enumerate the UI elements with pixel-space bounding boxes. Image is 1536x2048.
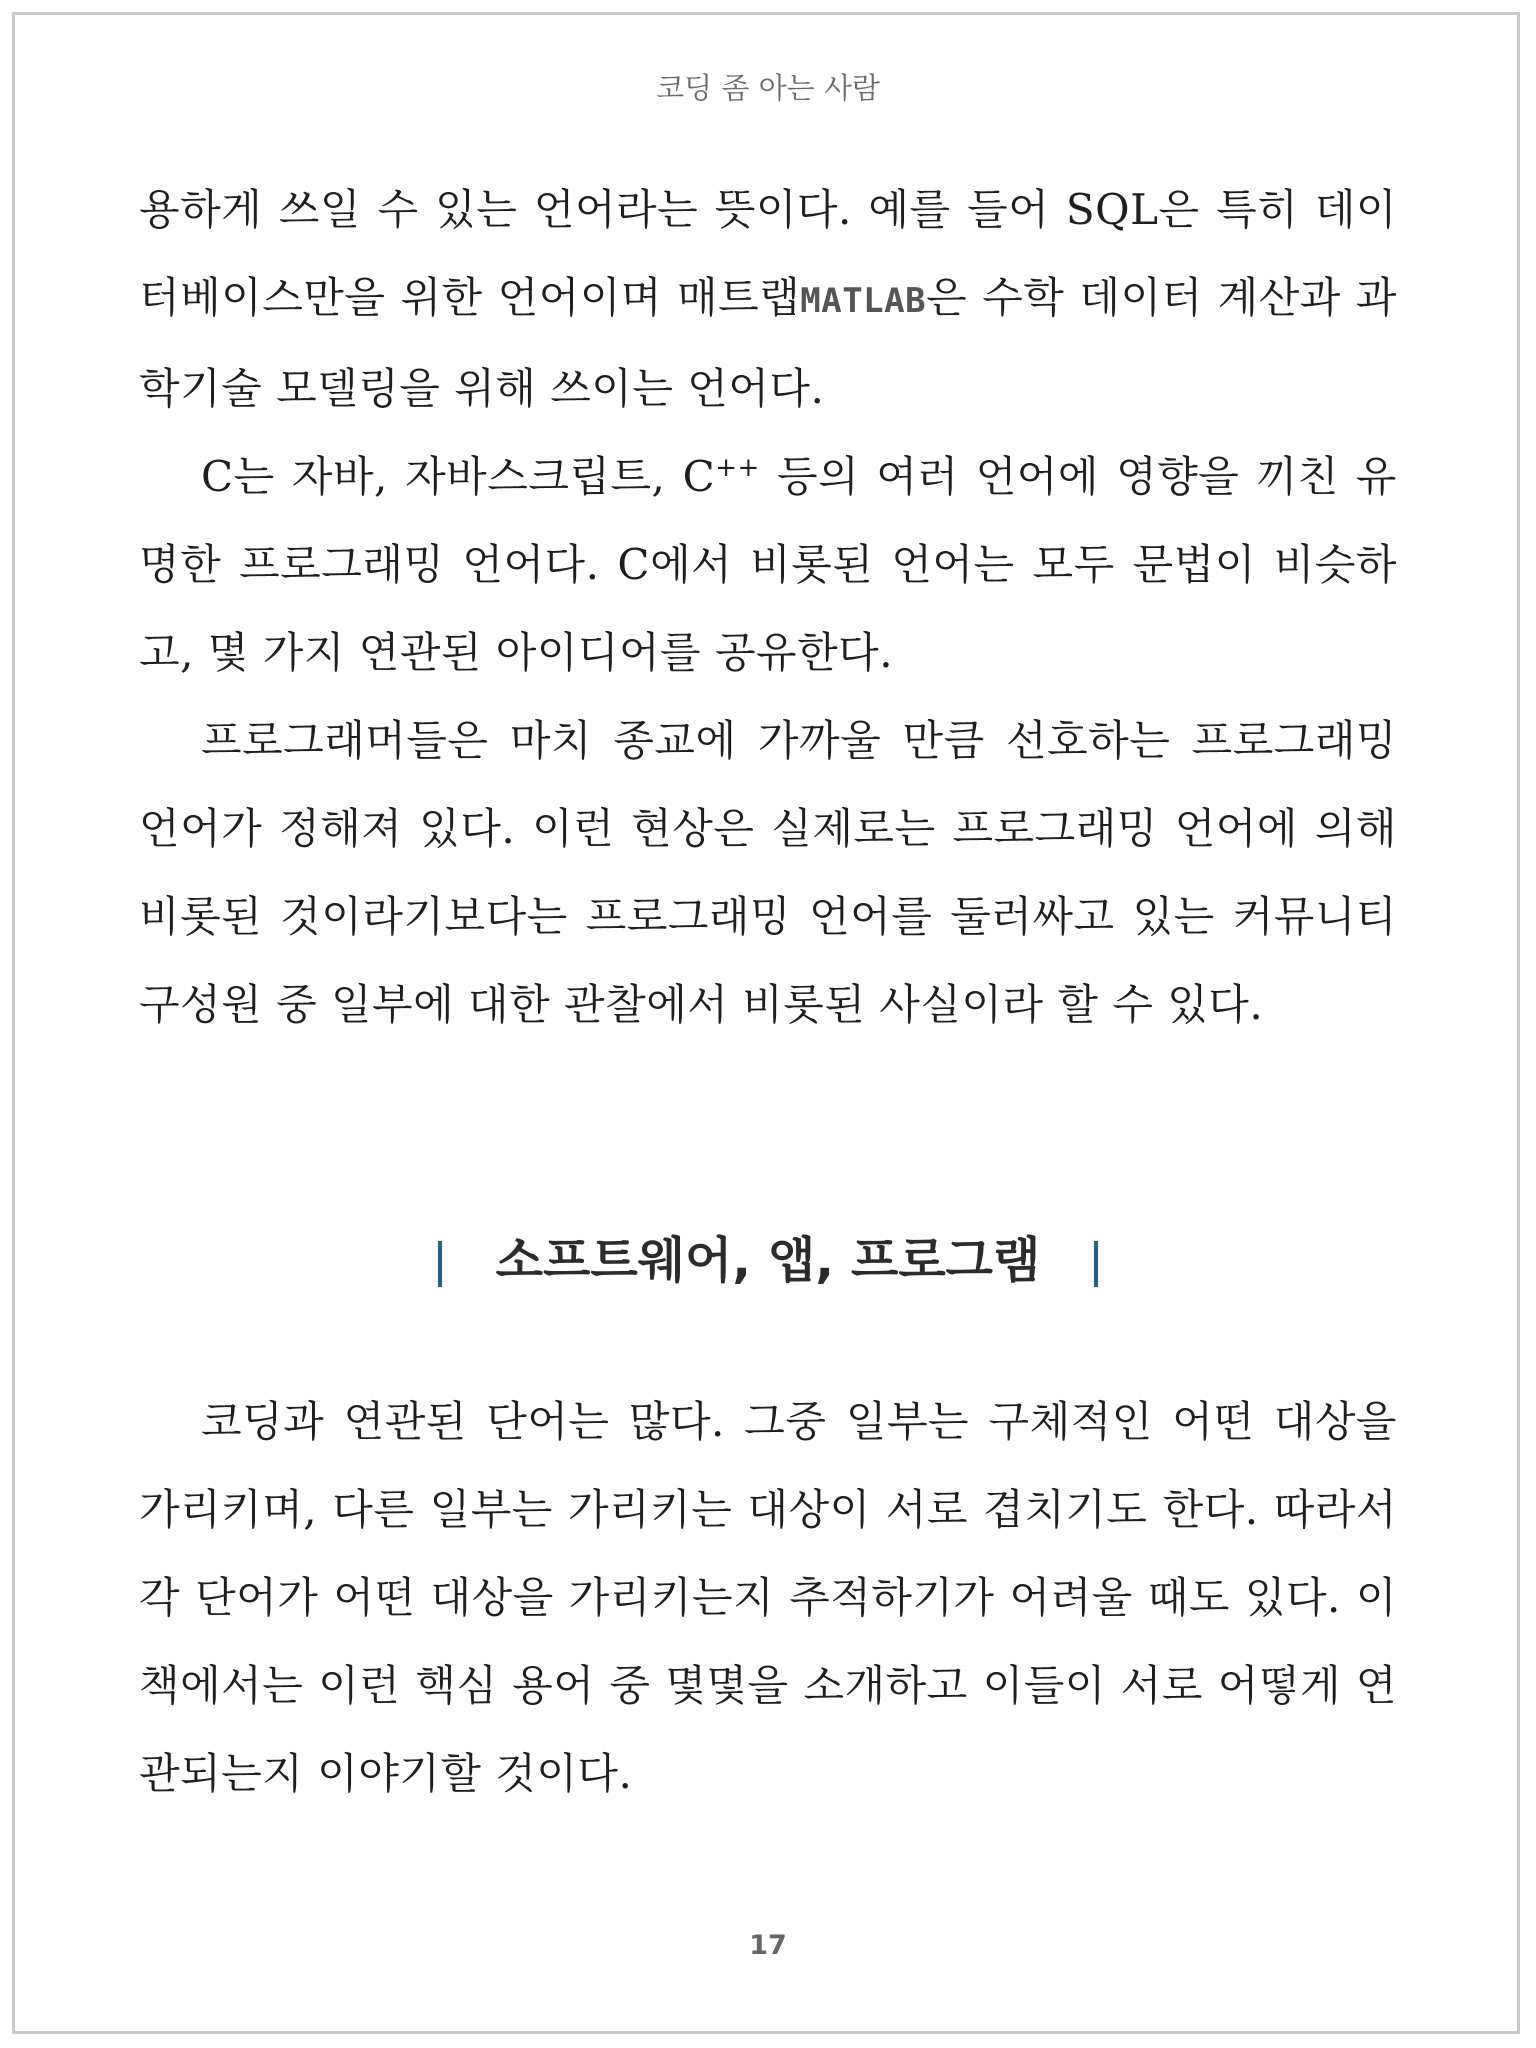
running-header: 코딩 좀 아는 사람 bbox=[656, 71, 880, 105]
text-fragment: 은 수학 데이터 계산과 과 bbox=[926, 273, 1398, 322]
text-line: 학기술 모델링을 위해 쓰이는 언어다. bbox=[139, 364, 825, 413]
paragraph-1 bbox=[139, 166, 1397, 433]
paragraph-2 bbox=[139, 433, 1397, 697]
text-line: 구성원 중 일부에 대한 관찰에서 비롯된 사실이라 할 수 있다. bbox=[139, 980, 1264, 1029]
text-line: 프로그래머들은 마치 종교에 가까울 만큼 선호하는 프로그래밍 bbox=[201, 716, 1397, 765]
heading-bar-right bbox=[1094, 1241, 1098, 1287]
heading-bar-left bbox=[438, 1241, 442, 1287]
text-line: 관되는지 이야기할 것이다. bbox=[139, 1749, 633, 1798]
text-line: 책에서는 이런 핵심 용어 중 몇몇을 소개하고 이들이 서로 어떻게 연 bbox=[139, 1661, 1397, 1710]
matlab-term: MATLAB bbox=[800, 281, 927, 321]
text-fragment: 터베이스만을 위한 언어이며 매트랩 bbox=[139, 273, 801, 322]
text-line: 비롯된 것이라기보다는 프로그래밍 언어를 둘러싸고 있는 커뮤니티 bbox=[139, 892, 1397, 941]
text-line bbox=[139, 254, 1397, 345]
body-text-top bbox=[139, 166, 1397, 1049]
text-line: 각 단어가 어떤 대상을 가리키는지 추적하기가 어려울 때도 있다. 이 bbox=[139, 1573, 1397, 1622]
page-number: 17 bbox=[749, 1930, 787, 1961]
paragraph-3 bbox=[139, 697, 1397, 1049]
text-line: 명한 프로그래밍 언어다. C에서 비롯된 언어는 모두 문법이 비슷하 bbox=[139, 540, 1397, 589]
text-line: 가리키며, 다른 일부는 가리키는 대상이 서로 겹치기도 한다. 따라서 bbox=[139, 1485, 1397, 1534]
superscript-plusplus: ++ bbox=[715, 453, 760, 483]
text-line: 고, 몇 가지 연관된 아이디어를 공유한다. bbox=[139, 628, 894, 677]
body-text-bottom bbox=[139, 1378, 1397, 1818]
text-line: 언어가 정해져 있다. 이런 현상은 실제로는 프로그래밍 언어에 의해 bbox=[139, 804, 1397, 853]
section-heading bbox=[0, 1222, 1536, 1292]
text-fragment: C는 자바, 자바스크립트, C bbox=[201, 452, 716, 501]
section-title: 소프트웨어, 앱, 프로그램 bbox=[495, 1232, 1041, 1289]
text-line: 용하게 쓰일 수 있는 언어라는 뜻이다. 예를 들어 SQL은 특히 데이 bbox=[139, 185, 1397, 234]
paragraph-4 bbox=[139, 1378, 1397, 1818]
text-line: 코딩과 연관된 단어는 많다. 그중 일부는 구체적인 어떤 대상을 bbox=[201, 1397, 1397, 1446]
text-line bbox=[139, 433, 1397, 521]
text-fragment: 등의 여러 언어에 영향을 끼친 유 bbox=[759, 452, 1397, 501]
